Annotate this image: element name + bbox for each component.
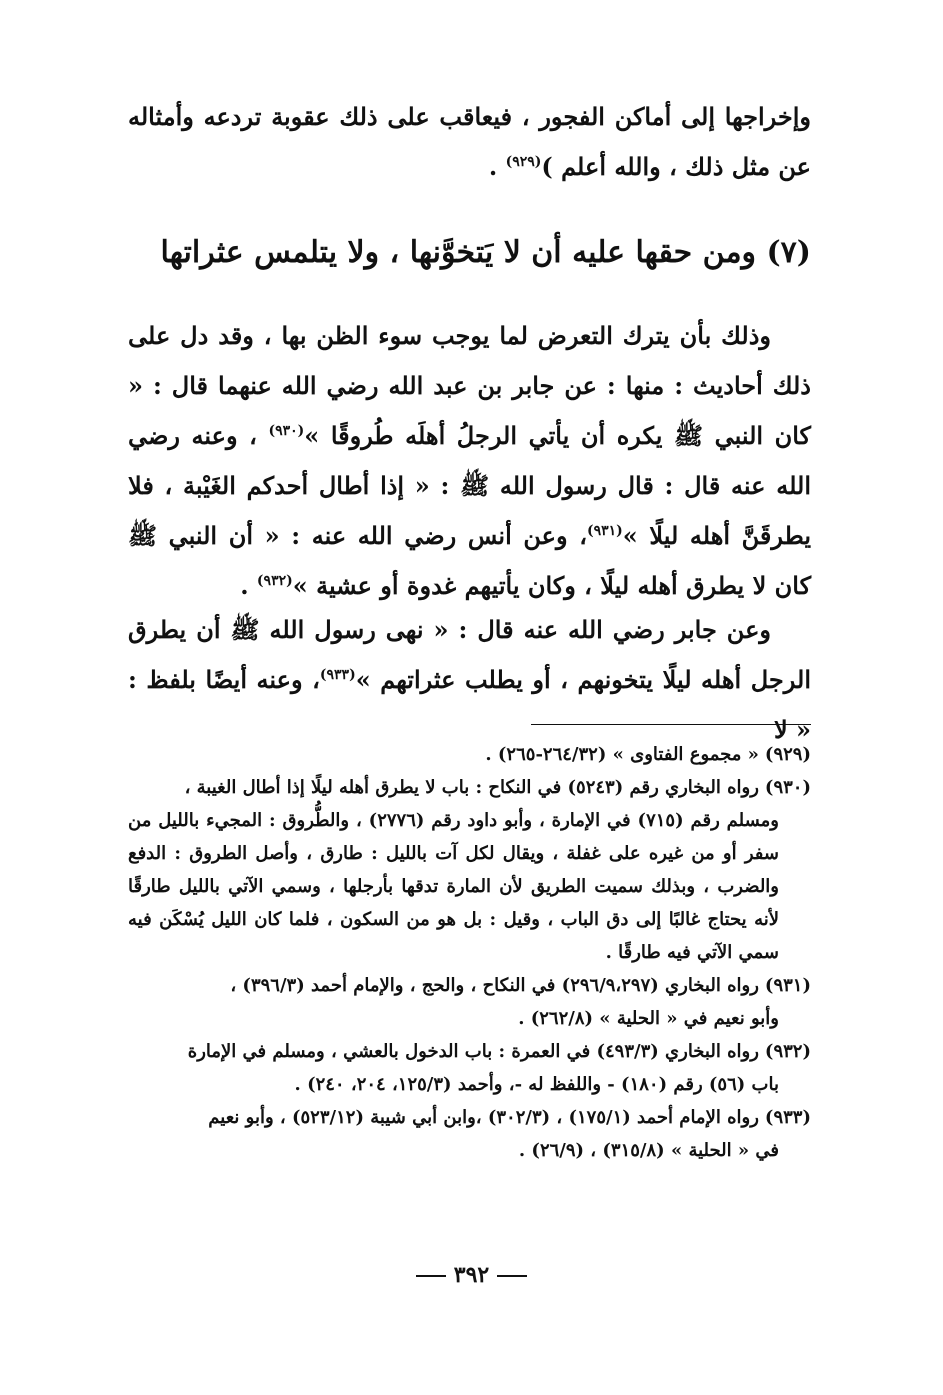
section-heading: (٧) ومن حقها عليه أن لا يَتخوَّنها ، ولا يتلمس عثراتها bbox=[160, 235, 811, 270]
footnote-932 bbox=[128, 1035, 811, 1068]
footnote-text: رواه البخاري رقم (٥٢٤٣) في النكاح : باب لا يطرق أهله ليلًا إذا أطال الغيبة ، bbox=[184, 777, 759, 798]
paragraph-2-part-2: ، وعنه أيضًا بلفظ : « لا bbox=[128, 665, 811, 744]
paragraph-1-part-2: ، وعنه رضي الله عنه قال : قال رسول الله ﷺ : « إذا أطال أحدكم الغَيْبة ، فلا يطرقَنَّ أهله ليلًا » bbox=[128, 421, 812, 550]
footnote-933 bbox=[128, 1101, 811, 1134]
footnote-930 bbox=[128, 771, 811, 804]
footnote-number: (٩٣٠) bbox=[764, 777, 811, 798]
footnote-text: وأبو نعيم في « الحلية » (٢٦٢/٨) . bbox=[518, 1008, 779, 1029]
footnote-ref: (٩٣١) bbox=[586, 523, 623, 539]
footnote-931-continuation bbox=[128, 1002, 811, 1035]
footnote-text: رواه البخاري (٤٩٣/٣) في العمرة : باب الدخول بالعشي ، ومسلم في الإمارة bbox=[187, 1041, 759, 1062]
footnote-separator bbox=[531, 724, 811, 725]
footnote-931 bbox=[128, 969, 811, 1002]
intro-paragraph bbox=[128, 92, 811, 192]
paragraph-1-end: . bbox=[240, 571, 257, 600]
paragraph-2-part-1: وعن جابر رضي الله عنه قال : « نهى رسول الله ﷺ أن يطرق الرجل أهله ليلًا يتخونهم ، أو يطلب عثراتهم » bbox=[128, 615, 811, 694]
footnote-932-continuation bbox=[128, 1068, 811, 1101]
footnote-number: (٩٣٣) bbox=[764, 1107, 811, 1128]
footnote-number: (٩٣٢) bbox=[764, 1041, 811, 1062]
footnote-929 bbox=[128, 738, 811, 771]
footnote-text: رواه الإمام أحمد (١٧٥/١) ، (٣٠٢/٣) ،وابن أبي شيبة (٥٢٣/١٢) ، وأبو نعيم bbox=[208, 1107, 759, 1128]
dash-right bbox=[497, 1275, 527, 1277]
footnote-text: باب (٥٦) رقم (١٨٠) - واللفظ له -، وأحمد (١٢٥/٣، ٢٠٤، ٢٤٠) . bbox=[294, 1074, 779, 1095]
footnotes bbox=[128, 738, 811, 1167]
paragraph-1 bbox=[128, 311, 811, 611]
footnote-text: في « الحلية » (٣١٥/٨) ، (٢٦/٩) . bbox=[518, 1140, 779, 1161]
paragraph-1-part-3: ، وعن أنس رضي الله عنه : « أن النبي ﷺ كان لا يطرق أهله ليلًا ، وكان يأتيهم غدوة أو عشية » bbox=[128, 521, 811, 600]
dash-left bbox=[416, 1275, 446, 1277]
paragraph-1-part-1: وذلك بأن يترك التعرض لما يوجب سوء الظن بها ، وقد دل على ذلك أحاديث : منها : عن جابر بن عبد الله رضي الله عنهما قال : « كان النبي ﷺ يكره أن يأتي الرجلُ أهلَه طُروقًا » bbox=[128, 321, 811, 450]
footnote-text: « مجموع الفتاوى » (٢٦٤/٣٢-٢٦٥) . bbox=[485, 744, 759, 765]
footnote-ref: (٩٣٠) bbox=[268, 423, 305, 439]
footnote-ref: (٩٣٣) bbox=[319, 667, 356, 683]
footnote-930-continuation bbox=[128, 804, 811, 969]
intro-end: . bbox=[488, 152, 506, 181]
footnote-number: (٩٢٩) bbox=[764, 744, 811, 765]
footnote-933-continuation bbox=[128, 1134, 811, 1167]
page-number bbox=[0, 1262, 943, 1288]
footnote-ref: (٩٢٩) bbox=[505, 154, 542, 170]
page-number-text: ٣٩٢ bbox=[453, 1262, 490, 1288]
paragraph-2 bbox=[128, 605, 811, 755]
intro-text: وإخراجها إلى أماكن الفجور ، فيعاقب على ذلك عقوبة تردعه وأمثاله عن مثل ذلك ، والله أعلم ) bbox=[128, 102, 811, 181]
footnote-text: رواه البخاري (٢٩٦/٩،٢٩٧) في النكاح ، والحج ، والإمام أحمد (٣٩٦/٣) ، bbox=[230, 975, 759, 996]
footnote-ref: (٩٣٢) bbox=[256, 573, 293, 589]
footnote-number: (٩٣١) bbox=[764, 975, 811, 996]
footnote-text: ومسلم رقم (٧١٥) في الإمارة ، وأبو داود رقم (٢٧٧٦) ، والطُّروق : المجيء بالليل من سفر أو من غيره على غفلة ، ويقال لكل آت بالليل : طارق ، وأصل الطروق : الدفع والضرب ، وبذلك سميت الطريق لأن المارة تدقها بأرجلها ، وسمي الآتي بالليل طارقًا لأنه يحتاج غالبًا إلى دق الباب ، وقيل : بل هو من السكون ، فلما كان الليل يُسْكَن فيه سمي الآتي فيه طارقًا . bbox=[128, 810, 779, 963]
